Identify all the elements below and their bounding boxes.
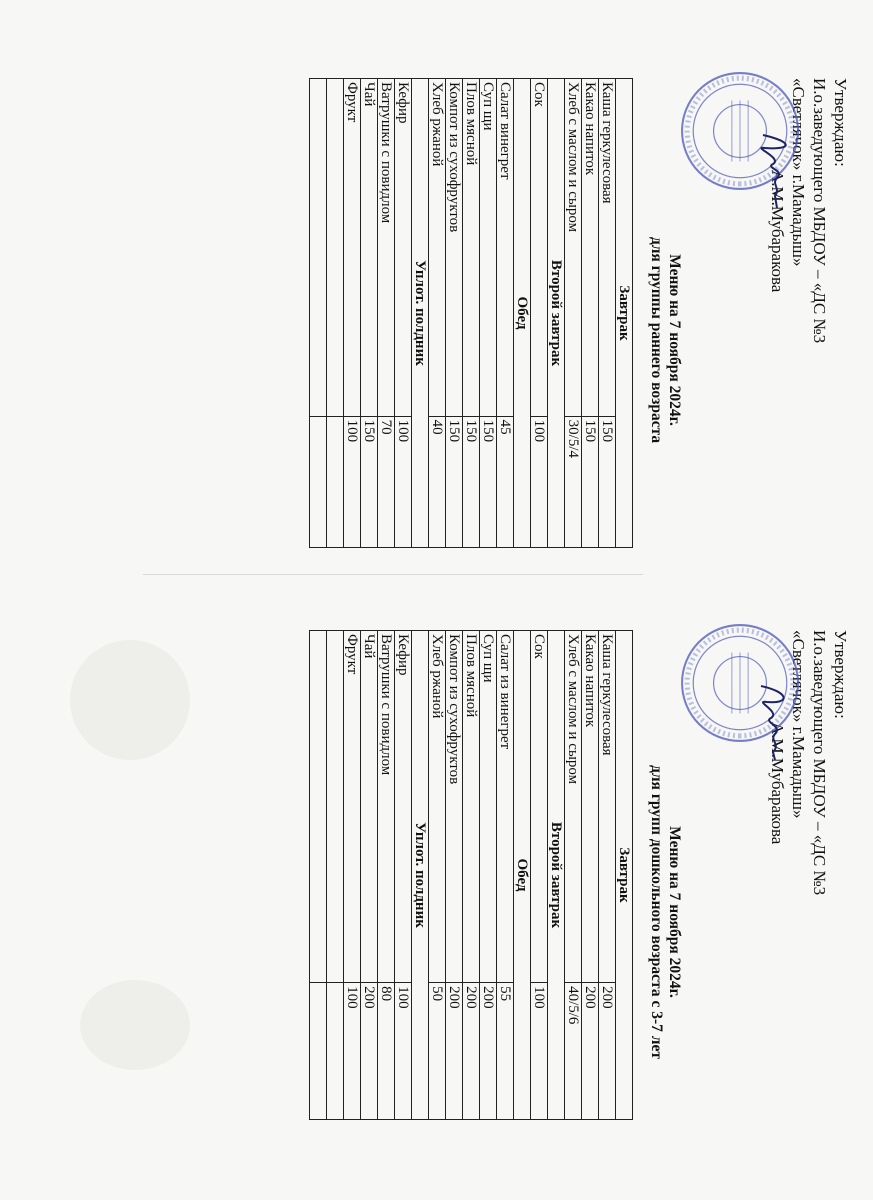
dish-name: Чай [361,631,378,983]
dish-amount: 200 [599,983,616,1120]
empty-row [327,631,344,1120]
dish-amount: 200 [582,983,599,1120]
approval-heading: Утверждаю: [831,630,850,719]
table-row [361,631,378,1120]
empty-cell [310,983,327,1120]
dish-name: Чай [361,79,378,417]
menu-early-age [0,40,873,560]
dish-amount: 150 [599,416,616,547]
empty-cell [327,79,344,417]
dish-amount: 50 [429,983,446,1120]
table-section-row [412,631,429,1120]
table-row [378,79,395,548]
table-row [395,79,412,548]
table-row [497,631,514,1120]
approval-organization: «Светлячок» г.Мамадыш» [789,630,808,819]
table-row [565,631,582,1120]
handwritten-signature [743,682,803,762]
dish-amount: 200 [463,983,480,1120]
dish-name: Суп щи [480,79,497,417]
dish-amount: 200 [446,983,463,1120]
approval-position: И.о.заведующего МБДОУ – «ДС №3 [810,78,829,344]
table-row [446,631,463,1120]
empty-cell [310,416,327,547]
approval-name: А.М.Мубаракова [768,722,787,845]
dish-amount: 150 [446,416,463,547]
table-row [378,631,395,1120]
dish-name: Хлеб с маслом и сыром [565,79,582,417]
menu-group: для групп дошкольного возраста с 3-7 лет [648,765,665,1059]
table-section-row [616,79,633,548]
table-section-row [514,631,531,1120]
dish-name: Сок [531,631,548,983]
menu-title [647,742,683,1082]
dish-name: Ватрушки с повидлом [378,79,395,417]
dish-name: Каша геркулесовая [599,631,616,983]
dish-name: Компот из сухофруктов [446,79,463,417]
table-row [429,631,446,1120]
dish-name: Суп щи [480,631,497,983]
dish-amount: 100 [344,416,361,547]
table-section-row [412,79,429,548]
dish-amount: 200 [480,983,497,1120]
dish-amount: 45 [497,416,514,547]
table-section-row [514,79,531,548]
handwritten-signature [743,130,803,210]
empty-cell [327,416,344,547]
dish-amount: 100 [395,983,412,1120]
empty-cell [310,631,327,983]
menu-date: Меню на 7 ноября 2024г. [666,254,683,426]
menu-table [309,630,633,1120]
table-row [344,631,361,1120]
dish-name: Салат винегрет [497,79,514,417]
dish-amount: 30/5/4 [565,416,582,547]
dish-name: Кефир [395,631,412,983]
table-row [446,79,463,548]
meal-section-label: Обед [514,631,531,1120]
dish-amount: 80 [378,983,395,1120]
meal-section-label: Второй завтрак [548,631,565,1120]
menu-group: для группы раннего возраста [648,236,665,444]
dish-name: Плов мясной [463,631,480,983]
table-row [599,79,616,548]
dish-name: Какао напиток [582,631,599,983]
empty-row [310,631,327,1120]
table-row [480,79,497,548]
empty-cell [310,79,327,417]
dish-amount: 100 [531,983,548,1120]
menu-table [309,78,633,548]
empty-cell [327,631,344,983]
dish-amount: 150 [480,416,497,547]
dish-name: Фрукт [344,631,361,983]
table-row [463,631,480,1120]
dish-name: Компот из сухофруктов [446,631,463,983]
dish-name: Плов мясной [463,79,480,417]
meal-section-label: Обед [514,79,531,548]
table-row [480,631,497,1120]
dish-name: Кефир [395,79,412,417]
meal-section-label: Уплот. полдник [412,79,429,548]
menu-date: Меню на 7 ноября 2024г. [666,826,683,998]
empty-row [327,79,344,548]
menu-preschool [0,592,873,1132]
table-row [565,79,582,548]
table-row [582,79,599,548]
table-row [463,79,480,548]
table-row [395,631,412,1120]
dish-amount: 70 [378,416,395,547]
table-row [531,631,548,1120]
meal-section-label: Уплот. полдник [412,631,429,1120]
table-row [599,631,616,1120]
approval-position: И.о.заведующего МБДОУ – «ДС №3 [810,630,829,896]
dish-name: Хлеб ржаной [429,79,446,417]
table-row [344,79,361,548]
menu-title [647,200,683,480]
table-row [582,631,599,1120]
table-row [429,79,446,548]
dish-amount: 100 [395,416,412,547]
dish-name: Ватрушки с повидлом [378,631,395,983]
dish-amount: 100 [344,983,361,1120]
dish-name: Хлеб с маслом и сыром [565,631,582,983]
page-fold [143,574,643,575]
table-row [497,79,514,548]
dish-amount: 150 [361,416,378,547]
dish-name: Фрукт [344,79,361,417]
table-section-row [616,631,633,1120]
dish-amount: 150 [463,416,480,547]
dish-name: Какао напиток [582,79,599,417]
dish-name: Салат из винегрет [497,631,514,983]
table-row [361,79,378,548]
meal-section-label: Завтрак [616,631,633,1120]
empty-cell [327,983,344,1120]
dish-name: Каша геркулесовая [599,79,616,417]
dish-amount: 200 [361,983,378,1120]
table-row [531,79,548,548]
empty-row [310,79,327,548]
dish-amount: 100 [531,416,548,547]
dish-amount: 150 [582,416,599,547]
dish-name: Хлеб ржаной [429,631,446,983]
dish-amount: 40/5/6 [565,983,582,1120]
table-section-row [548,79,565,548]
approval-heading: Утверждаю: [831,78,850,167]
dish-amount: 55 [497,983,514,1120]
dish-amount: 40 [429,416,446,547]
dish-name: Сок [531,79,548,417]
meal-section-label: Второй завтрак [548,79,565,548]
table-section-row [548,631,565,1120]
approval-organization: «Светлячок» г.Мамадыш» [789,78,808,267]
meal-section-label: Завтрак [616,79,633,548]
approval-name: А.М.Мубаракова [768,170,787,293]
